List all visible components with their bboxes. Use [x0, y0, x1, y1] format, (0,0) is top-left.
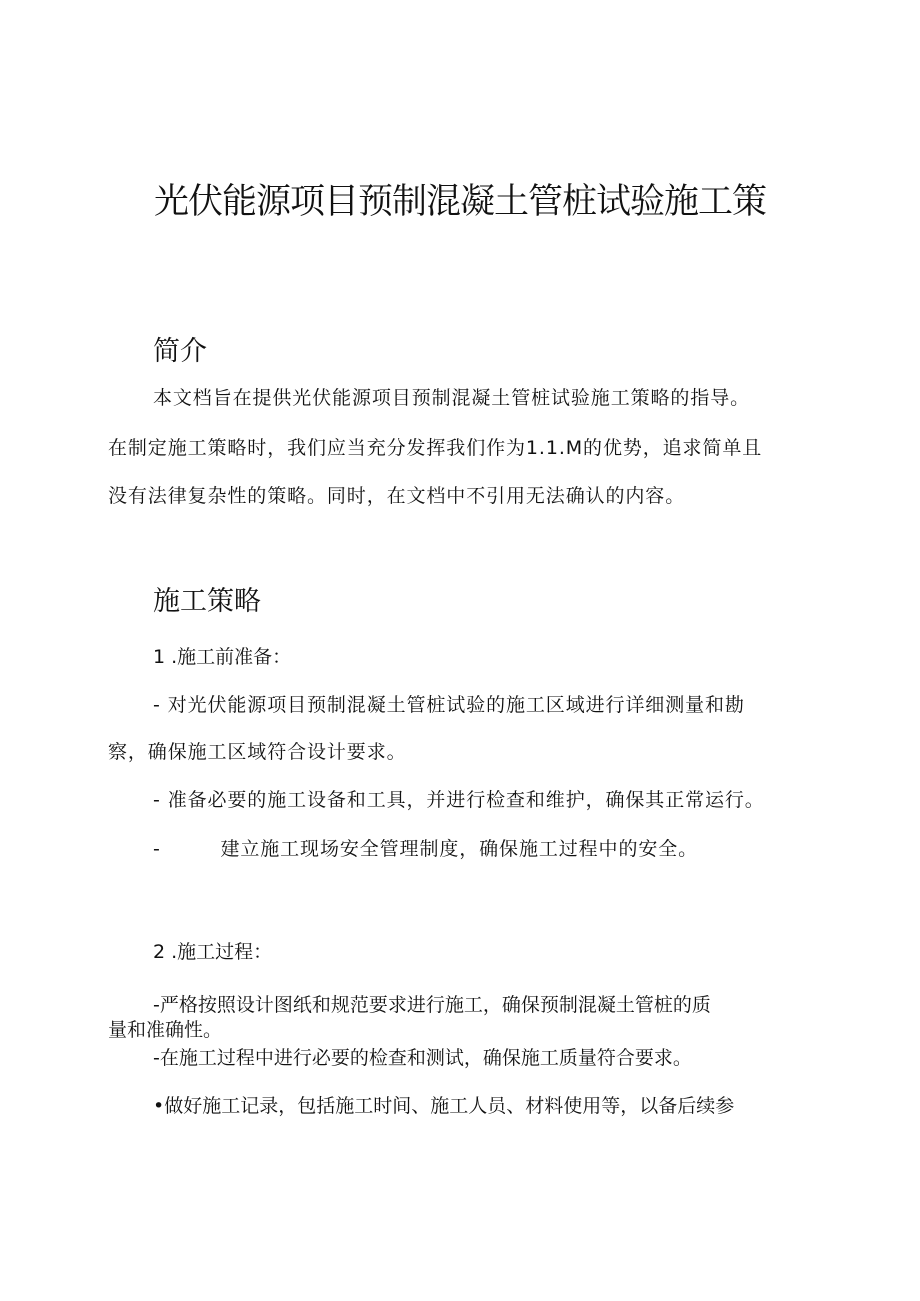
step2-line-3: -在施工过程中进行必要的检查和测试，确保施工质量符合要求。: [153, 1047, 692, 1069]
section-heading-strategy: 施工策略: [153, 586, 261, 617]
section-heading-intro: 简介: [153, 336, 207, 367]
intro-line-1: 本文档旨在提供光伏能源项目预制混凝土管桩试验施工策略的指导。: [153, 387, 751, 409]
step2-line-1: -严格按照设计图纸和规范要求进行施工，确保预制混凝土管桩的质: [153, 994, 711, 1016]
step2-label: 2 .施工过程：: [153, 941, 273, 963]
step1-line-3: - 准备必要的施工设备和工具，并进行检查和维护，确保其正常运行。: [153, 789, 765, 811]
step2-line-2: 量和准确性。: [108, 1019, 223, 1041]
step1-line-2: 察，确保施工区域符合设计要求。: [108, 741, 407, 763]
document-title: 光伏能源项目预制混凝土管桩试验施工策: [153, 182, 766, 222]
step1-line-4: - 建立施工现场安全管理制度，确保施工过程中的安全。: [153, 838, 699, 860]
intro-line-2: 在制定施工策略时，我们应当充分发挥我们作为1.1.M的优势，追求简单且: [108, 437, 763, 459]
intro-line-3: 没有法律复杂性的策略。同时，在文档中不引用无法确认的内容。: [108, 485, 686, 507]
step1-line-1: - 对光伏能源项目预制混凝土管桩试验的施工区域进行详细测量和勘: [153, 694, 745, 716]
step1-label: 1 .施工前准备：: [153, 646, 292, 668]
step2-line-4: •做好施工记录，包括施工时间、施工人员、材料使用等，以备后续参: [153, 1095, 735, 1117]
